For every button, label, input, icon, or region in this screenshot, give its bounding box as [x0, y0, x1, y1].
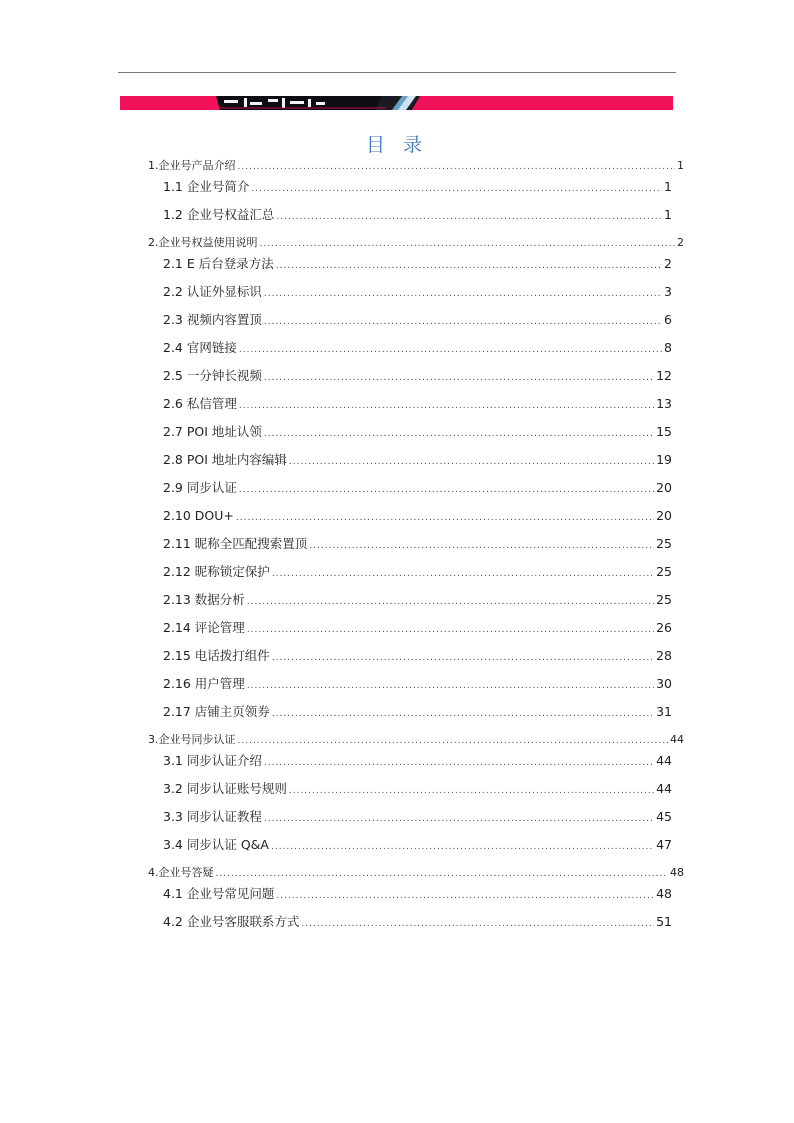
- toc-entry[interactable]: [163, 808, 672, 826]
- toc-entry-label: 4.1 企业号常见问题: [163, 886, 275, 901]
- toc-dot-leader: [236, 509, 654, 527]
- toc-entry-page: 25: [656, 536, 672, 551]
- toc-entry[interactable]: [163, 367, 672, 385]
- toc-dot-leader: [264, 425, 654, 443]
- toc-entry-page: 2: [677, 236, 684, 249]
- toc-dot-leader: [239, 481, 654, 499]
- toc-entry-page: 1: [664, 179, 672, 194]
- toc-entry[interactable]: [163, 591, 672, 609]
- toc-entry-label: 3.企业号同步认证: [148, 733, 236, 746]
- toc-entry[interactable]: [163, 836, 672, 854]
- toc-entry-page: 26: [656, 620, 672, 635]
- header-rule: [118, 72, 676, 73]
- toc-entry[interactable]: [163, 283, 672, 301]
- toc-entry-page: 48: [670, 866, 684, 879]
- toc-entry-label: 2.9 同步认证: [163, 480, 237, 495]
- toc-entry-label: 2.10 DOU+: [163, 508, 234, 523]
- toc-dot-leader: [251, 180, 662, 198]
- toc-entry-label: 3.4 同步认证 Q&A: [163, 837, 269, 852]
- toc-entry-page: 19: [656, 452, 672, 467]
- toc-entry-page: 6: [664, 312, 672, 327]
- toc-entry-page: 2: [664, 256, 672, 271]
- toc-entry-label: 2.企业号权益使用说明: [148, 236, 258, 249]
- toc-entry-label: 2.12 昵称锁定保护: [163, 564, 270, 579]
- toc-entry-label: 3.2 同步认证账号规则: [163, 781, 287, 796]
- toc-entry-label: 2.4 官网链接: [163, 340, 237, 355]
- toc-entry-page: 1: [677, 159, 684, 172]
- toc-entry-page: 48: [656, 886, 672, 901]
- toc-dot-leader: [264, 754, 654, 772]
- toc-entry-page: 8: [664, 340, 672, 355]
- toc-entry-page: 20: [656, 480, 672, 495]
- toc-entry[interactable]: [163, 647, 672, 665]
- toc-entry-label: 1.2 企业号权益汇总: [163, 207, 275, 222]
- toc-dot-leader: [289, 782, 654, 800]
- toc-entry[interactable]: [163, 563, 672, 581]
- toc-dot-leader: [239, 397, 654, 415]
- toc-entry[interactable]: [163, 703, 672, 721]
- toc-dot-leader: [264, 810, 654, 828]
- toc-entry[interactable]: [163, 507, 672, 525]
- toc-entry-page: 12: [656, 368, 672, 383]
- toc-entry[interactable]: [163, 451, 672, 469]
- toc-entry[interactable]: [163, 752, 672, 770]
- toc-dot-leader: [247, 621, 654, 639]
- toc-entry[interactable]: [163, 535, 672, 553]
- toc-entry-page: 45: [656, 809, 672, 824]
- toc-entry-label: 2.8 POI 地址内容编辑: [163, 452, 287, 467]
- toc-entry-label: 2.2 认证外显标识: [163, 284, 262, 299]
- header-banner: [120, 96, 673, 110]
- toc-dot-leader: [238, 732, 669, 750]
- toc-entry[interactable]: [163, 339, 672, 357]
- toc-dot-leader: [276, 887, 654, 905]
- toc-entry-label: 2.11 昵称全匹配搜索置顶: [163, 536, 308, 551]
- toc-entry-page: 31: [656, 704, 672, 719]
- toc-entry[interactable]: [163, 206, 672, 224]
- toc-entry[interactable]: [163, 675, 672, 693]
- toc-entry[interactable]: [148, 864, 684, 882]
- toc-dot-leader: [247, 677, 654, 695]
- toc-entry[interactable]: [163, 395, 672, 413]
- toc-entry-label: 3.3 同步认证教程: [163, 809, 262, 824]
- toc-dot-leader: [276, 208, 662, 226]
- toc-entry-label: 2.7 POI 地址认领: [163, 424, 262, 439]
- toc-dot-leader: [238, 158, 676, 176]
- toc-entry-page: 30: [656, 676, 672, 691]
- toc-entry-label: 1.企业号产品介绍: [148, 159, 236, 172]
- toc-entry-label: 4.2 企业号客服联系方式: [163, 914, 300, 929]
- toc-entry[interactable]: [163, 619, 672, 637]
- toc-entry-page: 44: [656, 753, 672, 768]
- toc-entry-page: 25: [656, 592, 672, 607]
- toc-entry-label: 2.16 用户管理: [163, 676, 245, 691]
- toc-dot-leader: [276, 257, 662, 275]
- toc-entry[interactable]: [163, 423, 672, 441]
- toc-entry-page: 1: [664, 207, 672, 222]
- toc-dot-leader: [247, 593, 654, 611]
- toc-dot-leader: [272, 649, 654, 667]
- toc-entry-page: 25: [656, 564, 672, 579]
- toc-entry-page: 20: [656, 508, 672, 523]
- toc-entry-label: 1.1 企业号简介: [163, 179, 250, 194]
- toc-entry[interactable]: [163, 479, 672, 497]
- toc-entry[interactable]: [163, 885, 672, 903]
- toc-dot-leader: [239, 341, 662, 359]
- toc-entry[interactable]: [148, 234, 684, 252]
- toc-dot-leader: [264, 369, 654, 387]
- toc-entry-label: 2.5 一分钟长视频: [163, 368, 262, 383]
- toc-dot-leader: [271, 838, 654, 856]
- toc-entry-label: 3.1 同步认证介绍: [163, 753, 262, 768]
- toc-entry[interactable]: [163, 913, 672, 931]
- toc-dot-leader: [272, 705, 654, 723]
- toc-entry-page: 51: [656, 914, 672, 929]
- toc-entry-page: 47: [656, 837, 672, 852]
- toc-entry[interactable]: [148, 157, 684, 175]
- toc-dot-leader: [216, 865, 669, 883]
- toc-dot-leader: [260, 235, 676, 253]
- toc-dot-leader: [272, 565, 654, 583]
- toc-entry-label: 2.17 店铺主页领券: [163, 704, 270, 719]
- toc-entry-page: 44: [670, 733, 684, 746]
- toc-dot-leader: [289, 453, 654, 471]
- toc-entry-label: 2.13 数据分析: [163, 592, 245, 607]
- toc-entry-page: 3: [664, 284, 672, 299]
- toc-entry[interactable]: [163, 780, 672, 798]
- toc-entry[interactable]: [148, 731, 684, 749]
- toc-dot-leader: [301, 915, 654, 933]
- toc-entry-label: 2.15 电话拨打组件: [163, 648, 270, 663]
- toc-entry-page: 13: [656, 396, 672, 411]
- toc-entry-label: 2.14 评论管理: [163, 620, 245, 635]
- toc-dot-leader: [264, 313, 662, 331]
- toc-dot-leader: [309, 537, 654, 555]
- toc-title: 目 录: [365, 134, 429, 156]
- toc-entry-label: 2.1 E 后台登录方法: [163, 256, 274, 271]
- toc-entry-page: 15: [656, 424, 672, 439]
- toc-entry-page: 44: [656, 781, 672, 796]
- toc-entry[interactable]: [163, 178, 672, 196]
- toc-entry[interactable]: [163, 255, 672, 273]
- toc-entry-label: 2.3 视频内容置顶: [163, 312, 262, 327]
- toc-entry-page: 28: [656, 648, 672, 663]
- toc-entry-label: 4.企业号答疑: [148, 866, 214, 879]
- toc-dot-leader: [264, 285, 662, 303]
- toc-entry[interactable]: [163, 311, 672, 329]
- toc-entry-label: 2.6 私信管理: [163, 396, 237, 411]
